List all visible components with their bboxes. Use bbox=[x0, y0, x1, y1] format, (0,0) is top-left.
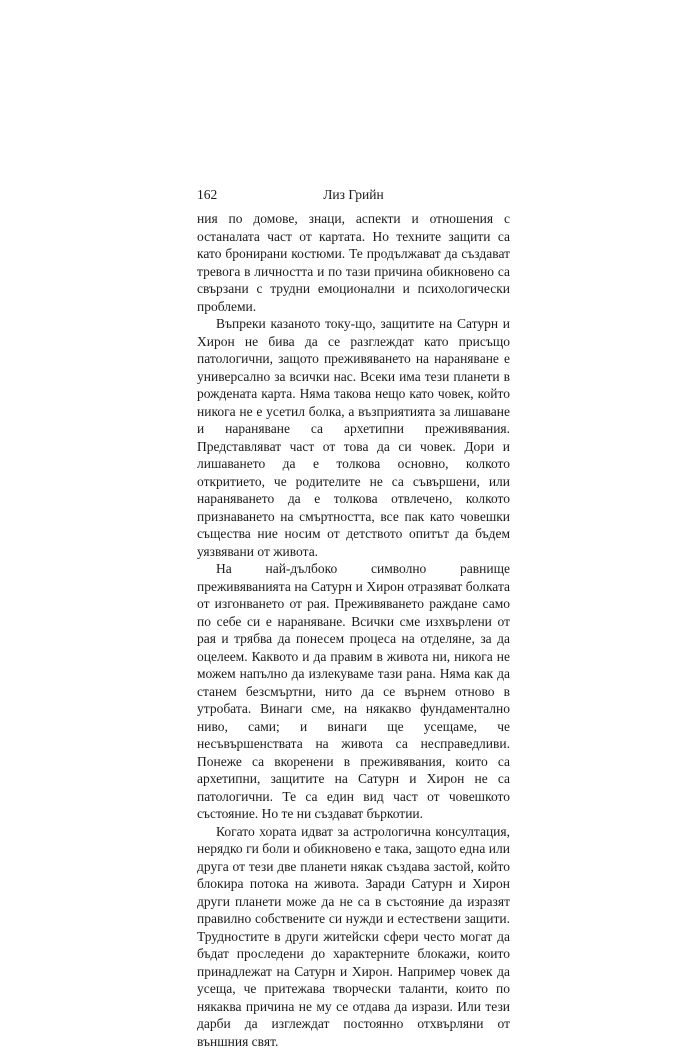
page-header bbox=[197, 186, 510, 204]
paragraph-continued: ния по домове, знаци, аспекти и отношения с останалата част от картата. Но техните защити са като бронирани костюми. Те продължават да създават тревога в личността и по тази причина обикновено са свързани с трудни емоционални и психологически проблеми. bbox=[197, 210, 510, 315]
paragraph: Въпреки казаното току-що, защитите на Сатурн и Хирон не бива да се разглеждат като присъщо патологични, защото преживяването на нараняване е универсално за всички нас. Всеки има тези планети в рождената карта. Няма такова нещо като човек, който никога не е усетил болка, а възприятията за лишаване и нараняване са архетипни преживявания. Представляват част от това да си човек. Дори и лишаването да е толкова основно, колкото откритието, че родителите не са съвършени, или нараняването да е толкова отвлечено, колкото признаването на смъртността, все пак като човешки същества ние носим от детството опитът да бъдем уязвявани от живота. bbox=[197, 315, 510, 560]
paragraph: Когато хората идват за астрологична консултация, нерядко ги боли и обикновено е така, защото една или друга от тези две планети някак създава застой, който блокира потока на живота. Заради Сатурн и Хирон други планети може да не са в състояние да изразят правилно собствените си нужди и естествени защити. Трудностите в други житейски сфери често могат да бъдат проследени до характерните блокажи, които принадлежат на Сатурн и Хирон. Например човек да усеща, че притежава творчески таланти, които по някаква причина не му се отдава да изрази. Или тези дарби да изглеждат постоянно отхвърляни от външния свят. bbox=[197, 823, 510, 1050]
paragraph: На най-дълбоко символно равнище преживяванията на Сатурн и Хирон отразяват болката от изгонването от рая. Преживяването раждане само по себе си е нараняване. Всички сме изхвърлени от рая и трябва да понесем процеса на отделяне, за да оцелеем. Каквото и да правим в живота ни, никога не можем напълно да излекуваме тази рана. Няма как да станем безсмъртни, нито да се върнем отново в утробата. Винаги сме, на някакво фундаментално ниво, сами; и винаги ще усещаме, че несъвършенствата на живота са несправедливи. Понеже са вкоренени в преживявания, които са архетипни, защитите на Сатурн и Хирон не са патологични. Те са един вид част от човешкото състояние. Но те ни създават бъркотии. bbox=[197, 560, 510, 823]
page-number: 162 bbox=[197, 186, 217, 204]
running-title: Лиз Грийн bbox=[197, 186, 510, 204]
body-text bbox=[197, 210, 510, 1050]
